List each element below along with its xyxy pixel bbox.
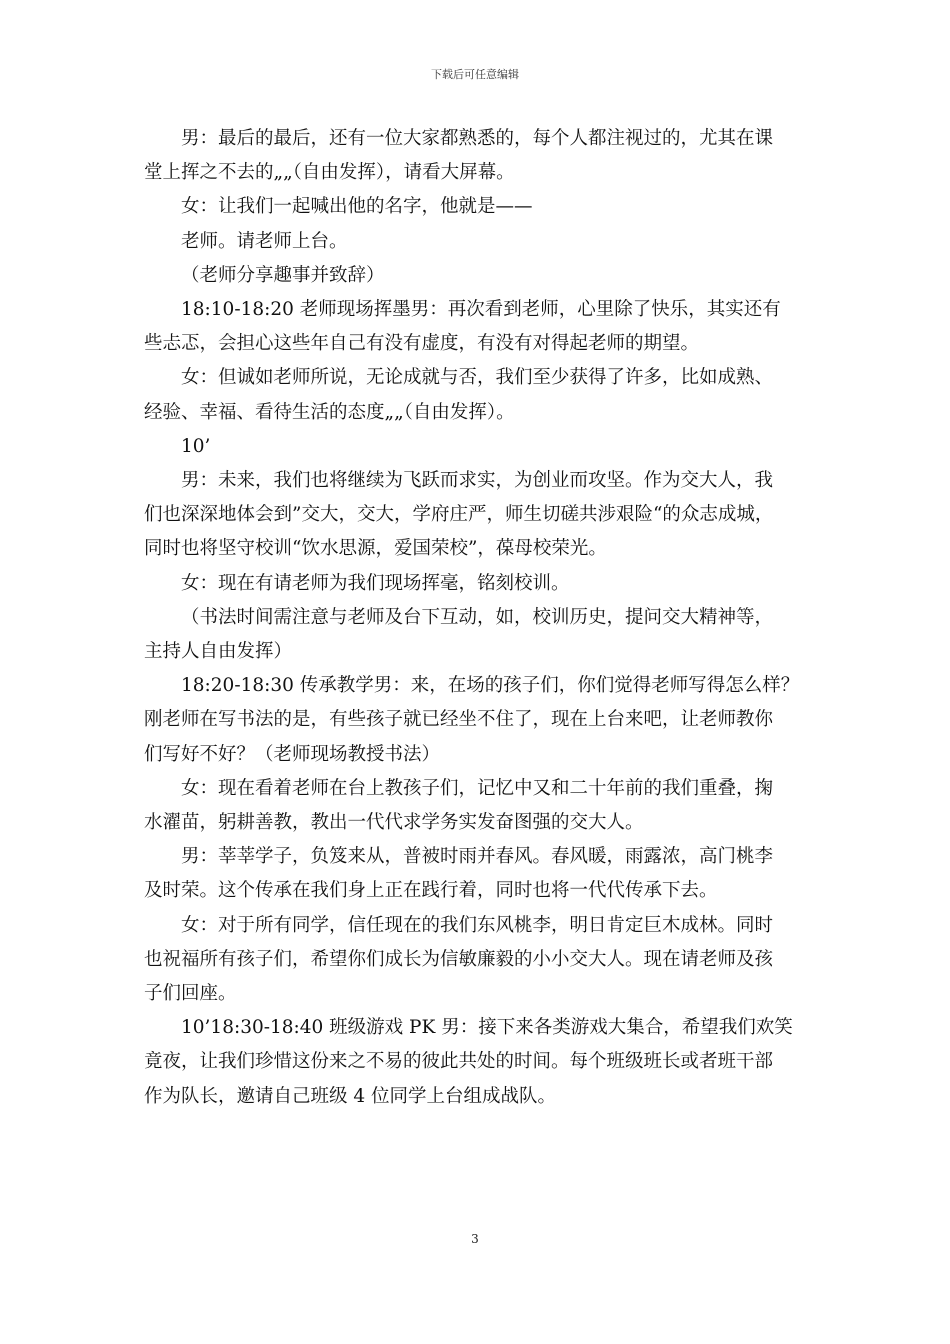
text-line: 18:10-18:20 老师现场挥墨男：再次看到老师，心里除了快乐，其实还有 — [181, 299, 781, 321]
paragraph — [144, 225, 834, 259]
page-number: 3 — [471, 1232, 479, 1246]
text-line: 女：让我们一起喊出他的名字，他就是—— — [181, 196, 533, 218]
paragraph — [144, 122, 834, 190]
paragraph — [144, 840, 834, 908]
text-line: 些忐忑，会担心这些年自己有没有虚度，有没有对得起老师的期望。 — [144, 333, 700, 355]
text-line: 作为队长，邀请自己班级 4 位同学上台组成战队。 — [144, 1085, 557, 1107]
text-line: 水濯苗，躬耕善教，教出一代代求学务实发奋图强的交大人。 — [144, 812, 644, 834]
text-line: 女：现在看着老师在台上教孩子们，记忆中又和二十年前的我们重叠，掬 — [181, 777, 774, 799]
text-line: 堂上挥之不去的„„（自由发挥），请看大屏幕。 — [144, 162, 515, 184]
paragraph — [144, 669, 834, 772]
paragraph — [144, 430, 834, 464]
text-line: 主持人自由发挥） — [144, 641, 293, 663]
page-header: 下载后可任意编辑 — [431, 68, 519, 81]
text-line: 男：未来，我们也将继续为飞跃而求实，为创业而攻坚。作为交大人，我 — [181, 470, 774, 492]
paragraph — [144, 293, 834, 361]
text-line: （老师分享趣事并致辞） — [181, 264, 385, 286]
text-line: 女：但诚如老师所说，无论成就与否，我们至少获得了许多，比如成熟、 — [181, 367, 774, 389]
text-line: 女：对于所有同学，信任现在的我们东风桃李，明日肯定巨木成林。同时 — [181, 914, 774, 936]
text-line: 10’ — [181, 435, 211, 457]
text-line: （书法时间需注意与老师及台下互动，如，校训历史，提问交大精神等， — [181, 606, 774, 628]
paragraph — [144, 567, 834, 601]
text-line: 10’18:30-18:40 班级游戏 PK 男：接下来各类游戏大集合，希望我们欢笑 — [181, 1017, 793, 1039]
text-line: 同时也将坚守校训“饮水思源，爱国荣校”，葆母校荣光。 — [144, 538, 607, 560]
text-line: 经验、幸福、看待生活的态度„„（自由发挥）。 — [144, 401, 515, 423]
document-body — [144, 122, 834, 1114]
paragraph — [144, 259, 834, 293]
text-line: 男：最后的最后，还有一位大家都熟悉的，每个人都注视过的，尤其在课 — [181, 128, 774, 149]
text-line: 老师。请老师上台。 — [181, 230, 348, 252]
paragraph — [144, 190, 834, 224]
paragraph — [144, 464, 834, 567]
text-line: 及时荣。这个传承在我们身上正在践行着，同时也将一代代传承下去。 — [144, 880, 718, 902]
text-line: 也祝福所有孩子们，希望你们成长为信敏廉毅的小小交大人。现在请老师及孩 — [144, 948, 774, 970]
text-line: 18:20-18:30 传承教学男：来，在场的孩子们，你们觉得老师写得怎么样？ — [181, 675, 800, 697]
paragraph — [144, 772, 834, 840]
text-line: 子们回座。 — [144, 983, 237, 1005]
paragraph — [144, 601, 834, 669]
text-line: 们也深深地体会到”交大，交大，学府庄严，师生切磋共涉艰险“的众志成城， — [144, 504, 774, 526]
paragraph — [144, 909, 834, 1012]
text-line: 女：现在有请老师为我们现场挥毫，铭刻校训。 — [181, 572, 570, 594]
paragraph — [144, 361, 834, 429]
paragraph — [144, 1011, 834, 1114]
text-line: 刚老师在写书法的是，有些孩子就已经坐不住了，现在上台来吧，让老师教你 — [144, 709, 774, 731]
text-line: 竟夜，让我们珍惜这份来之不易的彼此共处的时间。每个班级班长或者班干部 — [144, 1051, 774, 1073]
text-line: 们写好不好？（老师现场教授书法） — [144, 743, 441, 765]
text-line: 男：莘莘学子，负笈来从，普被时雨并春风。春风暖，雨露浓，高门桃李 — [181, 846, 774, 868]
